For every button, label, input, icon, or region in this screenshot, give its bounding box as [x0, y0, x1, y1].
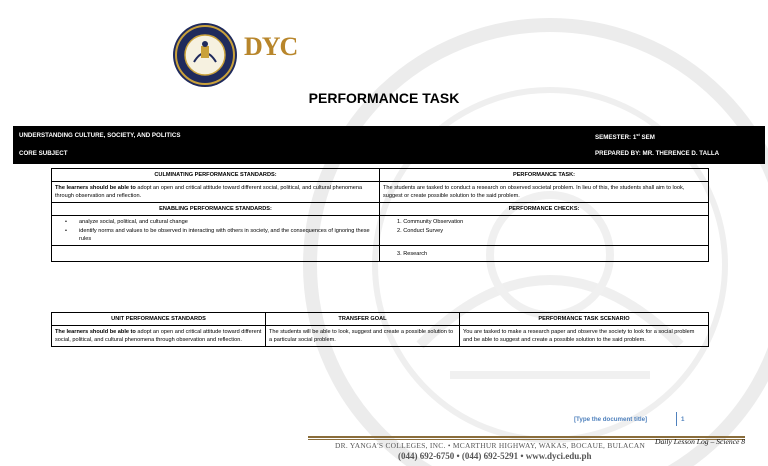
transfer-header: TRANSFER GOAL [266, 313, 460, 326]
core-subject: CORE SUBJECT [19, 150, 68, 157]
empty-cell [52, 245, 380, 261]
culminating-cell: The learners should be able to adopt an open and critical attitude toward different social, political, and cultural phenomena through observation and reflection. [52, 182, 380, 203]
transfer-cell: The students will be able to look, suggest and create a possible solution to a particular social problem. [266, 326, 460, 347]
prepared-by: PREPARED BY: MR. THERENCE D. TALLA [595, 150, 720, 157]
checks-cell-3 [380, 245, 709, 261]
list-item: • identify norms and values to be observed in interacting with others in society, and the consequences of ignoring these rules [55, 227, 376, 243]
footer-dll-label: Daily Lesson Log – Science 8 [655, 437, 746, 446]
semester: SEMESTER: 1st SEM [595, 132, 655, 142]
college-seal-icon [172, 22, 238, 88]
page-title: PERFORMANCE TASK [308, 90, 460, 106]
footer-contact: (044) 692-6750 • (044) 692-5291 • www.dyci.edu.ph [398, 451, 592, 461]
checks-header: PERFORMANCE CHECKS: [380, 203, 709, 216]
checks-cell [380, 216, 709, 245]
scenario-header: PERFORMANCE TASK SCENARIO [460, 313, 709, 326]
document-title-placeholder[interactable]: [Type the document title] [574, 416, 648, 423]
page-number: 1 [681, 416, 685, 423]
enabling-header: ENABLING PERFORMANCE STANDARDS: [52, 203, 380, 216]
list-item: 1. Community Observation [397, 219, 464, 226]
list-item: • analyze social, political, and cultural change [55, 218, 376, 226]
unit-cell: The learners should be able to adopt an open and critical attitude toward different social, political, and cultural phenomena through observation and reflection. [52, 326, 266, 347]
footer-address: DR. YANGA'S COLLEGES, INC. • MCARTHUR HIGHWAY, WAKAS, BOCAUE, BULACAN [335, 441, 646, 450]
logo-wordmark: DYC [244, 32, 298, 61]
culminating-header: CULMINATING PERFORMANCE STANDARDS: [52, 169, 380, 182]
scenario-cell: You are tasked to make a research paper and observe the society to look for a social problem and be able to suggest and create a possible solution to the said problem. [460, 326, 709, 347]
enabling-cell [52, 216, 380, 245]
task-cell: The students are tasked to conduct a research on observed societal problem. In lieu of this, the students shall aim to look, suggest or create possible solution to the said problem. [380, 182, 709, 203]
task-header: PERFORMANCE TASK: [380, 169, 709, 182]
performance-standards-table [51, 168, 709, 262]
subject-bar [13, 126, 765, 164]
list-item: 3. Research [397, 250, 428, 257]
unit-standards-table [51, 312, 709, 347]
subject-name: UNDERSTANDING CULTURE, SOCIETY, AND POLITICS [19, 132, 181, 139]
list-item: 2. Conduct Survey [397, 227, 444, 234]
unit-header: UNIT PERFORMANCE STANDARDS [52, 313, 266, 326]
page-separator [676, 412, 677, 426]
